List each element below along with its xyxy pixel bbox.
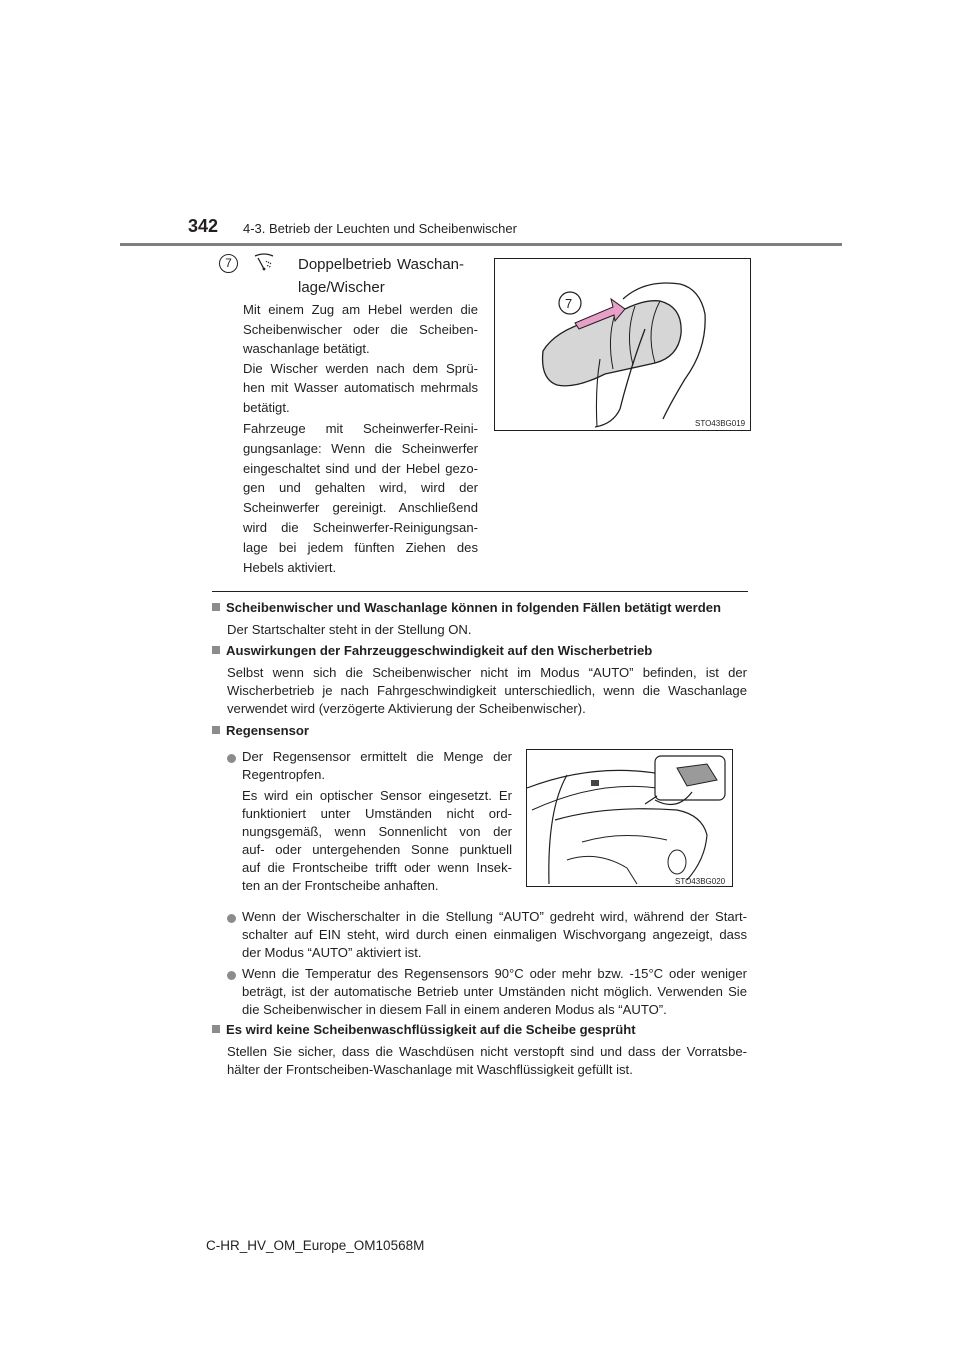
section-title: 4-3. Betrieb der Leuchten und Scheibenwischer [243, 221, 517, 236]
note-heading-text: Scheibenwischer und Waschanlage können in folgenden Fällen betätigt werden [226, 600, 721, 615]
text-line: Wenn der Wischerschalter in die Stellung “AUTO” gedreht wird, während der Start- [242, 909, 747, 924]
bullet-text [242, 965, 747, 1019]
text-line: waschanlage betätigt. [243, 341, 370, 356]
text-line: Scheibenwischer oder die Scheiben- [243, 321, 478, 337]
circle-bullet-icon [227, 971, 236, 980]
text-line: Hebels aktiviert. [243, 559, 337, 575]
circle-bullet-icon [227, 754, 236, 763]
note-heading [212, 643, 652, 658]
text-line: betätigt. [243, 399, 290, 415]
text-line: Der Startschalter steht in der Stellung ON. [227, 622, 472, 637]
text-line: hen mit Wasser automatisch mehrmals [243, 380, 478, 395]
circle-bullet-icon [227, 914, 236, 923]
note-body [227, 621, 747, 639]
item-description [243, 300, 478, 417]
note-heading-text: Regensensor [226, 723, 309, 738]
header-rule [120, 243, 842, 246]
section-divider [212, 591, 748, 592]
item-title-line1: Doppelbetrieb Waschan- [298, 256, 464, 273]
text-line: Scheinwerfer gereinigt. Anschließend [243, 500, 478, 516]
bullet-text [242, 908, 747, 962]
text-line: wird die Scheinwerfer-Reinigungsan- [243, 519, 478, 535]
bullet-text [242, 787, 512, 895]
figure-code: STO43BG020 [675, 877, 726, 886]
text-line: beträgt, ist der automatische Betrieb unter Umständen nicht möglich. Verwenden Sie [242, 984, 747, 999]
text-line: funktioniert unter Umständen nicht ord- [242, 806, 512, 821]
square-bullet-icon [212, 603, 220, 611]
text-line: Mit einem Zug am Hebel werden die [243, 302, 478, 317]
figure-code: STO43BG019 [695, 419, 746, 428]
item-title-line2: lage/Wischer [298, 279, 385, 296]
text-line: Selbst wenn sich die Scheibenwischer nicht im Modus “AUTO” befinden, ist der [227, 665, 747, 680]
text-line: auf- oder untergehenden Sonne punktuell [242, 842, 512, 857]
text-line: Fahrzeuge mit Scheinwerfer-Reini- [243, 421, 478, 436]
text-line: Der Regensensor ermittelt die Menge der [242, 749, 512, 764]
square-bullet-icon [212, 1025, 220, 1033]
text-line: schalter auf EIN steht, wird durch einen einmaligen Wischvorgang angezeigt, dass [242, 927, 747, 942]
text-line: Wenn die Temperatur des Regensensors 90°C oder mehr bzw. -15°C oder weniger [242, 966, 747, 981]
lever-illustration [495, 259, 750, 430]
figure-callout-label: 7 [565, 296, 573, 311]
figure-rain-sensor [526, 749, 733, 887]
wiper-washer-icon [253, 253, 275, 273]
text-line: eingeschaltet sind und der Hebel gezo- [243, 460, 478, 476]
text-line: Stellen Sie sicher, dass die Waschdüsen nicht verstopft sind und dass der Vorratsbe- [227, 1044, 747, 1059]
text-line: verwendet wird (verzögerte Aktivierung der Scheibenwischer). [227, 701, 586, 716]
item-title [298, 253, 464, 299]
text-line: Die Wischer werden nach dem Sprü- [243, 360, 478, 376]
note-heading [212, 1022, 636, 1037]
page-number: 342 [188, 216, 219, 236]
rain-sensor-illustration [527, 750, 732, 886]
text-line: gungsanlage: Wenn die Scheinwerfer [243, 440, 478, 456]
document-id: C-HR_HV_OM_Europe_OM10568M [206, 1238, 425, 1253]
note-body [227, 1043, 747, 1079]
headlight-cleaner-description [243, 419, 478, 577]
text-line: Es wird ein optischer Sensor eingesetzt. Er [242, 788, 512, 803]
bullet-text [242, 748, 512, 784]
note-heading-text: Auswirkungen der Fahrzeuggeschwindigkeit auf den Wischerbetrieb [226, 643, 653, 658]
text-line: die Scheibenwischer in diesem Fall in einem anderen Modus als “AUTO”. [242, 1002, 667, 1017]
text-line: Wischerbetrieb je nach Fahrgeschwindigkeit unterschiedlich, wenn die Waschanlage [227, 683, 747, 698]
figure-wiper-lever [494, 258, 751, 431]
note-body [227, 664, 747, 718]
text-line: gen und gehalten wird, wird der [243, 480, 478, 496]
square-bullet-icon [212, 646, 220, 654]
square-bullet-icon [212, 726, 220, 734]
step-number-badge: 7 [219, 254, 238, 273]
text-line: lage bei jedem fünften Ziehen des [243, 539, 478, 555]
text-line: der Modus “AUTO” aktiviert ist. [242, 945, 422, 960]
note-heading [212, 723, 309, 738]
note-heading-text: Es wird keine Scheibenwaschflüssigkeit auf die Scheibe gesprüht [226, 1022, 636, 1037]
text-line: hälter der Frontscheiben-Waschanlage mit Waschflüssigkeit gefüllt ist. [227, 1062, 633, 1077]
text-line: Regentropfen. [242, 767, 325, 782]
text-line: ten an der Frontscheibe anhaften. [242, 878, 439, 893]
text-line: nungsgemäß, wenn Sonnenlicht von der [242, 824, 512, 839]
text-line: auf die Frontscheibe trifft oder wenn Insek- [242, 860, 512, 875]
note-heading [212, 600, 721, 615]
